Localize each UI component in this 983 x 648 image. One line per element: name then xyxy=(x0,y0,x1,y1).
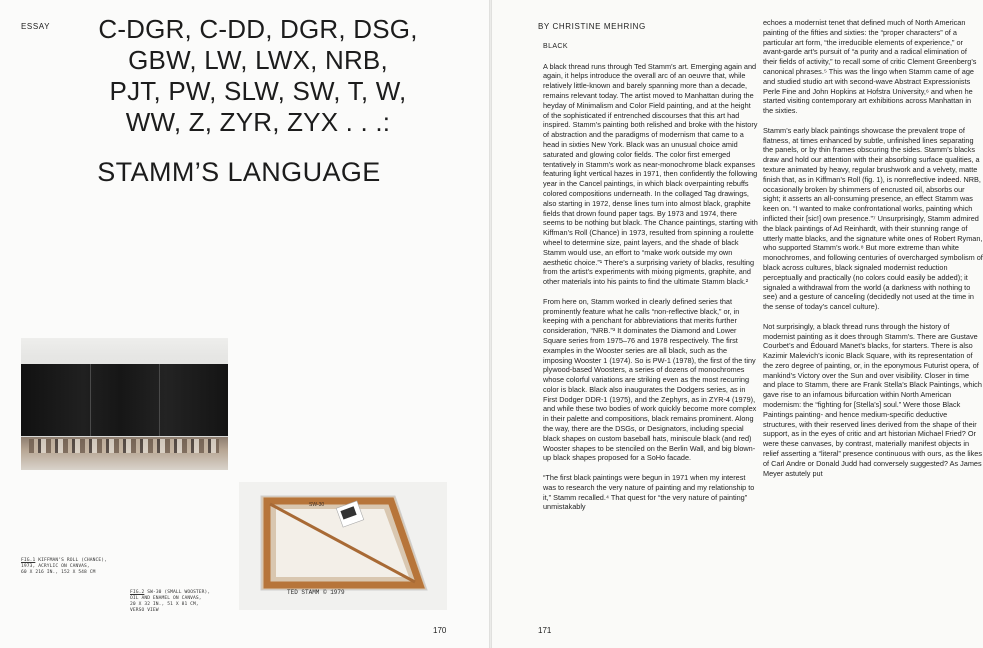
title-line: C-DGR, C-DD, DGR, DSG, xyxy=(98,14,418,44)
figure-1-caption xyxy=(21,558,141,576)
title-line: PJT, PW, SLW, SW, T, W, xyxy=(109,76,407,106)
paragraph: A black thread runs through Ted Stamm’s art. Emerging again and again, it helps introduce the overall arc of an oeuvre that, while relatively little-known and barely spanning more than a decade, remains relevant today. The artist moved to Manhattan during the heyday of Minimalism and Color Field painting, and at the height of the sophisticated if entrenched discourses that this art had inspired. Stamm’s painting both relished and broke with the history of abstraction and the paradigms of modernism that came to a head in sixties New York. Black was an unusual choice amid saturated and glowing color fields. The color first emerged tentatively in Stamm’s work as near-monochrome black expanses featuring light vertical hazes in 1971, then confidently the following year in the Cancel paintings, in which black overpainting rebuffs colored compositions underneath. In the collaged Tag drawings, also starting in 1972, dense lines turn into almost black, graphite fields that drown found paper tags. By 1973 and 1974, there seems to be nothing but black. The Chance paintings, starting with Kiffman’s Roll (Chance) in 1973, resulted from spinning a roulette wheel to determine size, paint layers, and the shade of black Stamm would use, an effort to “make work outside my own aesthetic choice.”¹ There’s a surprising variety of blacks, resulting from the artist’s experiments with mixing pigments, graphite, and other materials into his paints to find the ultimate Stamm black.² xyxy=(543,61,758,287)
paragraph: “The first black paintings were begun in 1971 when my interest was to research the very nature of painting and my relationship to it,” Stamm recalled.⁴ That quest for “the very nature of painting” unmistakably xyxy=(543,473,755,512)
paragraph: Not surprisingly, a black thread runs through the history of modernist painting as it does through Stamm’s. There are Gustave Courbet’s and Édouard Manet’s blacks, for starters. There is also Kazimir Malevich’s iconic Black Square, with its representation of the zero degree of painting, or, in the eponymous Futurist opera, of mankind’s Victory over the Sun and over visibility. Closer in time and place to Stamm, there are Frank Stella’s Black Paintings, which gave rise to an infamous bifurcation within North American modernism: the “fighting for [Stella’s] soul.” Were those Black Paintings painting- and hence medium-specific deductive structures, with their reserved lines derived from the shape of their support, as in the eyes of critic and art historian Michael Fried? Or were these canvases, by contrast, materially manifest objects in relief asserting a “literal” presence continuous with ours, as the likes of Carl Andre or Donald Judd had conversely suggested? As James Meyer astutely put xyxy=(763,321,983,478)
paragraph: From here on, Stamm worked in clearly defined series that prominently feature what he calls “non-reflective black,” or, in keeping with a penchant for abbreviations that merits further consideration, “NRB.”³ It dominates the Diamond and Lower Square series from 1975–76 and 1978 respectively. The first examples in the Wooster series are all black, such as the imposing Wooster 1 (1974). So is PW-1 (1978), the first of the tiny plywood-based Woosters, a series of dozens of monochromes whose colorful variations are striking even as the most recurring color is black. Black also inaugurates the Dodgers series, as in First Dodger DDR-1 (1975), and the Zephyrs, as in ZYR-4 (1979), and while these two bodies of work quickly become more complex in their palette and compositions, black remains prominent. Along the way, there are the DSGs, or Designators, including special black shapes on custom baseball hats, miniscule black (and red) Wooster shapes to be stenciled on the Berlin Wall, and big blown-up black shapes proposed for a SoHo facade. xyxy=(543,296,757,463)
figure-2-caption xyxy=(130,590,240,614)
page-number-left: 170 xyxy=(433,626,447,635)
figure-2-photo xyxy=(239,482,447,610)
essay-subtitle: STAMM’S LANGUAGE xyxy=(97,157,381,187)
caption-line: VERSO VIEW xyxy=(130,608,159,613)
title-line: WW, Z, ZYR, ZYX . . .: xyxy=(125,107,391,137)
caption-line: 20 X 32 IN., 51 X 81 CM, xyxy=(130,602,199,607)
section-heading: BLACK xyxy=(543,43,568,50)
verso-signature: TED STAMM © 1979 xyxy=(287,589,345,596)
studio-objects xyxy=(29,439,219,453)
text-column-1 xyxy=(543,42,758,522)
panel-seam xyxy=(90,364,91,436)
running-head-right: BY CHRISTINE MEHRING xyxy=(538,22,646,31)
verso-label-top: SW-30 xyxy=(309,502,325,508)
figure-1-photo xyxy=(21,338,228,470)
black-painting xyxy=(21,364,228,436)
caption-line: OIL AND ENAMEL ON CANVAS, xyxy=(130,596,202,601)
title-line: GBW, LW, LWX, NRB, xyxy=(128,45,388,75)
caption-line: KIFFMAN’S ROLL (CHANCE), xyxy=(38,558,107,563)
left-page xyxy=(0,0,489,648)
caption-line: SW-30 (SMALL WOOSTER), xyxy=(147,590,211,595)
caption-label: FIG.2 xyxy=(130,590,145,595)
paragraph: echoes a modernist tenet that defined much of North American painting of the fifties and sixties: the “proper characters” of a particular art form, “the irreducible elements of experience,” or avant-garde art’s pursuit of “a purity and a radical elimination of their fields of activity,” to recall some of critic Clement Greenberg’s canonical phrases.⁵ This was the lingo when Stamm came of age and studied studio art with second-wave Abstract Expressionists Perle Fine and John Hopkins at Hofstra University,⁶ and when he started visiting contemporary art exhibitions across Manhattan in the sixties. xyxy=(763,18,977,116)
text-column-2 xyxy=(763,18,983,488)
caption-label: FIG.1 xyxy=(21,558,36,563)
essay-title xyxy=(58,14,458,138)
caption-line: 1973, ACRYLIC ON CANVAS, xyxy=(21,564,90,569)
paragraph: Stamm’s early black paintings showcase the prevalent trope of flatness, at times enhanced by subtle, unfinished lines separating the panels, or by thin frames obscuring the sides. Stamm’s blacks draw and hold our attention with their absorbing surface qualities, a texture animated by heavy, regular brushwork and a velvety, matte finish that, as in Kiffman’s Roll (fig. 1), is nonreflective indeed. NRB, occasionally broken by shimmers of encrusted oil, absorbs our sight; it asserts an all-consuming presence, an effect Stamm was keen on. “I wanted to make confrontational works, painting which inflicted their [sic!] own presence.”⁷ Unsurprisingly, Stamm admired the black paintings of Ad Reinhardt, with their stunning range of utterly matte blacks, and the signature white ones of Robert Ryman, who supported Stamm’s work.⁸ But more extreme than white monochromes, and following centuries of overcharged symbolism of black across cultures, black signaled modernist reduction perceptually and practically (no colors could easily be added); it signaled a withdrawal from the world (a darkness with nothing to see) and a gesture of canceling (decidedly not used at the time in the sense of today’s cancel culture). xyxy=(763,125,983,312)
page-number-right: 171 xyxy=(538,626,552,635)
running-head-left: ESSAY xyxy=(21,22,51,31)
panel-seam xyxy=(159,364,160,436)
canvas-verso-graphic xyxy=(239,482,447,610)
caption-line: 60 X 216 IN., 152 X 548 CM xyxy=(21,570,96,575)
